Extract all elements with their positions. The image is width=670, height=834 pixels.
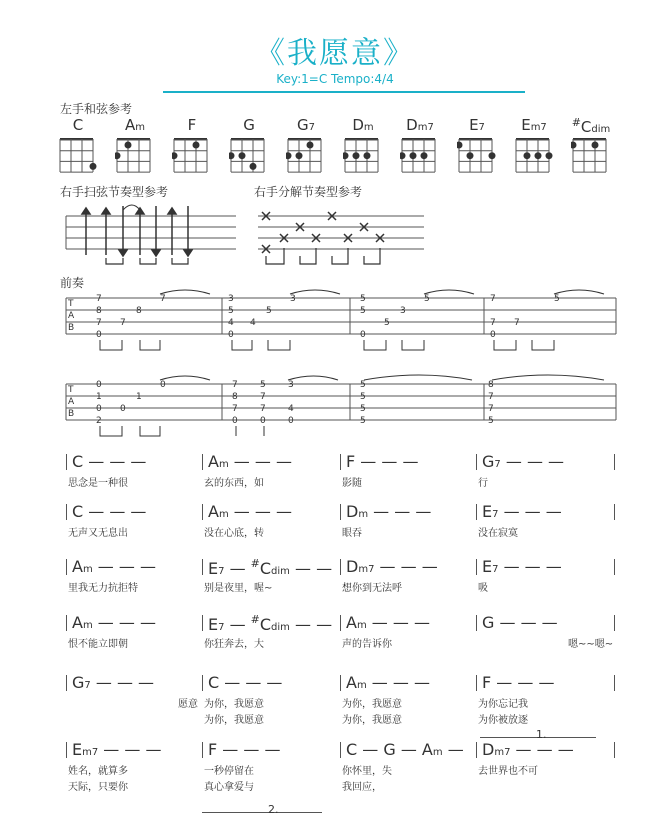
tab-note: 5 (228, 306, 234, 316)
tab-note: 0 (96, 380, 102, 390)
tab-note: 0 (160, 380, 166, 390)
chord-diagram (400, 136, 440, 178)
lyric-line: 为你，我愿意 (204, 699, 264, 710)
lyric-line: 去世界也不可 (478, 766, 538, 777)
tab-note: 8 (96, 306, 102, 316)
tab-note: 0 (96, 330, 102, 340)
tab-note: 5 (384, 318, 390, 328)
tab-note: 0 (120, 404, 126, 414)
section-intro: 前奏 (60, 276, 85, 290)
tab-note: 5 (554, 294, 560, 304)
tab-note: 7 (490, 318, 496, 328)
bar-line (66, 454, 67, 470)
chord-name: Am (124, 116, 145, 134)
lyric-line: 嗯~~嗯~ (568, 639, 614, 650)
bar-line (202, 504, 203, 520)
chord-symbol: G7 — — — (72, 673, 155, 692)
chord-name: Dm7 (406, 116, 434, 134)
chord-symbol: Am — — — (72, 557, 156, 576)
tab-note: 7 (120, 318, 126, 328)
tab-note: 7 (232, 404, 238, 414)
lyric-line: 影随 (342, 478, 362, 489)
tab-note: 0 (360, 330, 366, 340)
tab-note: 0 (260, 416, 266, 426)
tab-note: 0 (228, 330, 234, 340)
tab-note: 8 (488, 380, 494, 390)
intro-tab-staff-1 (60, 288, 620, 358)
bar-line (66, 742, 67, 758)
lyric-line: 姓名，就算多 (68, 766, 128, 777)
bar-line (614, 504, 615, 520)
chord-diagram (115, 136, 155, 178)
tab-note: 5 (488, 416, 494, 426)
tab-note: 3 (228, 294, 234, 304)
bar-line (476, 742, 477, 758)
lyric-line-2: 真心拿爱与 (204, 782, 254, 793)
lyric-line-2: 天际，只要你 (68, 782, 128, 793)
chord-symbol: Dm7 — — — (346, 557, 438, 576)
chord-symbol: Em7 — — — (72, 740, 162, 759)
lyric-line: 没在寂寞 (478, 528, 518, 539)
tab-letter-t: T (68, 385, 74, 395)
bar-line (340, 742, 341, 758)
tab-note: 7 (260, 404, 266, 414)
chord-symbol: Am — — — (346, 613, 430, 632)
tab-note: 2 (96, 416, 102, 426)
tab-note: 4 (288, 404, 294, 414)
chord-symbol: C — — — (208, 673, 283, 692)
tab-note: 1 (136, 392, 142, 402)
lyric-line: 别是夜里，喔~ (204, 583, 273, 594)
pick-pattern (254, 200, 434, 272)
chord-symbol: C — G — Am — (346, 740, 464, 759)
tab-note: 7 (490, 294, 496, 304)
lyric-line: 无声又无息出 (68, 528, 128, 539)
bar-line (340, 675, 341, 691)
volta-2-line (202, 812, 322, 813)
chord-diagram (229, 136, 269, 178)
chord-name: #Cdim (571, 116, 611, 136)
chord-symbol: Am — — — (208, 502, 292, 521)
tab-note: 0 (288, 416, 294, 426)
tab-note: 5 (360, 416, 366, 426)
chord-name: F (187, 116, 197, 134)
chord-name: G (243, 116, 255, 134)
bar-line (340, 615, 341, 631)
tab-note: 4 (228, 318, 234, 328)
lyric-line: 玄的东西，如 (204, 478, 264, 489)
bar-line (66, 559, 67, 575)
tab-note: 0 (490, 330, 496, 340)
tab-letter-t: T (68, 299, 74, 309)
tab-note: 5 (360, 392, 366, 402)
chord-symbol: E7 — — — (482, 557, 562, 576)
intro-tab-staff-2 (60, 374, 620, 444)
chord-symbol: Am — — — (208, 452, 292, 471)
tab-note: 8 (232, 392, 238, 402)
chord-diagram (514, 136, 554, 178)
chord-symbol: Dm7 — — — (482, 740, 574, 759)
chord-symbol: E7 — — — (482, 502, 562, 521)
tab-note: 3 (288, 380, 294, 390)
bar-line (202, 675, 203, 691)
tab-note: 3 (290, 294, 296, 304)
tab-note: 5 (360, 294, 366, 304)
bar-line (202, 559, 203, 575)
tab-letter-b: B (68, 323, 75, 333)
tab-note: 5 (260, 380, 266, 390)
bar-line (66, 504, 67, 520)
tab-note: 0 (96, 404, 102, 414)
volta-1-label: 1. (536, 728, 547, 741)
bar-line (340, 504, 341, 520)
bar-line (476, 504, 477, 520)
chord-symbol: Dm — — — (346, 502, 432, 521)
chord-name: E7 (469, 116, 485, 134)
title-underline (163, 91, 525, 93)
volta-2-label: 2. (268, 803, 279, 816)
bar-line (476, 454, 477, 470)
chord-name: C (72, 116, 84, 134)
bar-line (614, 559, 615, 575)
chord-symbol: F — — — (346, 452, 419, 471)
section-left-chords: 左手和弦参考 (60, 102, 133, 116)
lyric-line: 愿意 (178, 699, 198, 710)
tab-note: 7 (260, 392, 266, 402)
chord-symbol: C — — — (72, 502, 147, 521)
bar-line (614, 675, 615, 691)
bar-line (614, 615, 615, 631)
chord-name: Em7 (521, 116, 547, 134)
tab-note: 7 (96, 294, 102, 304)
chord-symbol: E7 — #Cdim — — (208, 557, 333, 578)
chord-symbol: G7 — — — (482, 452, 565, 471)
tab-note: 8 (136, 306, 142, 316)
key-tempo: Key:1=C Tempo:4/4 (276, 72, 394, 86)
tab-note: 5 (360, 306, 366, 316)
lyric-line: 你怀里，失 (342, 766, 392, 777)
bar-line (340, 454, 341, 470)
lyric-line: 为你，我愿意 (342, 699, 402, 710)
chord-symbol: G — — — (482, 613, 558, 632)
tab-note: 7 (232, 380, 238, 390)
bar-line (202, 454, 203, 470)
lyric-line: 思念是一种很 (68, 478, 128, 489)
bar-line (202, 742, 203, 758)
bar-line (66, 615, 67, 631)
tab-letter-a: A (68, 397, 75, 407)
section-strum: 右手扫弦节奏型参考 (60, 185, 169, 199)
lyric-line: 你狂奔去，大 (204, 639, 264, 650)
tab-note: 1 (96, 392, 102, 402)
tab-letter-b: B (68, 409, 75, 419)
lyric-line-2: 我回应， (342, 782, 382, 793)
chord-diagram (457, 136, 497, 178)
tab-note: 5 (360, 380, 366, 390)
lyric-line: 行 (478, 478, 488, 489)
chord-diagram (58, 136, 98, 178)
bar-line (340, 559, 341, 575)
song-title: 《我愿意》 (255, 36, 415, 71)
chord-name: Dm (352, 116, 374, 134)
lyric-line-2: 为你，我愿意 (204, 715, 264, 726)
strum-pattern (60, 200, 240, 272)
lyric-line: 眼吞 (342, 528, 362, 539)
lyric-line: 吸 (478, 583, 488, 594)
tab-note: 3 (400, 306, 406, 316)
lyric-line: 想你到无法呼 (342, 583, 402, 594)
tab-note: 7 (160, 294, 166, 304)
tab-note: 5 (360, 404, 366, 414)
tab-letter-a: A (68, 311, 75, 321)
tab-note: 7 (488, 392, 494, 402)
chord-symbol: Am — — — (346, 673, 430, 692)
tab-note: 5 (424, 294, 430, 304)
lyric-line-2: 为你被放逐 (478, 715, 528, 726)
lyric-line-2: 为你，我愿意 (342, 715, 402, 726)
bar-line (614, 742, 615, 758)
chord-symbol: C — — — (72, 452, 147, 471)
bar-line (66, 675, 67, 691)
chord-name: G7 (297, 116, 315, 134)
bar-line (476, 559, 477, 575)
chord-diagram (286, 136, 326, 178)
tab-note: 5 (266, 306, 272, 316)
lyric-line: 为你忘记我 (478, 699, 528, 710)
section-pick: 右手分解节奏型参考 (254, 185, 363, 199)
lyric-line: 声的告诉你 (342, 639, 392, 650)
lyric-line: 一秒停留在 (204, 766, 254, 777)
lyric-line: 没在心底，转 (204, 528, 264, 539)
chord-symbol: Am — — — (72, 613, 156, 632)
chord-diagram (343, 136, 383, 178)
chord-symbol: F — — — (482, 673, 555, 692)
chord-symbol: F — — — (208, 740, 281, 759)
tab-note: 7 (514, 318, 520, 328)
bar-line (614, 454, 615, 470)
tab-note: 7 (488, 404, 494, 414)
chord-diagram (172, 136, 212, 178)
bar-line (476, 615, 477, 631)
lyric-line: 恨不能立即朝 (68, 639, 128, 650)
chord-diagram (571, 136, 611, 178)
tab-note: 7 (96, 318, 102, 328)
tab-note: 0 (232, 416, 238, 426)
tab-note: 4 (250, 318, 256, 328)
bar-line (476, 675, 477, 691)
bar-line (202, 615, 203, 631)
chord-symbol: E7 — #Cdim — — (208, 613, 333, 634)
lyric-line: 里我无力抗拒特 (68, 583, 138, 594)
